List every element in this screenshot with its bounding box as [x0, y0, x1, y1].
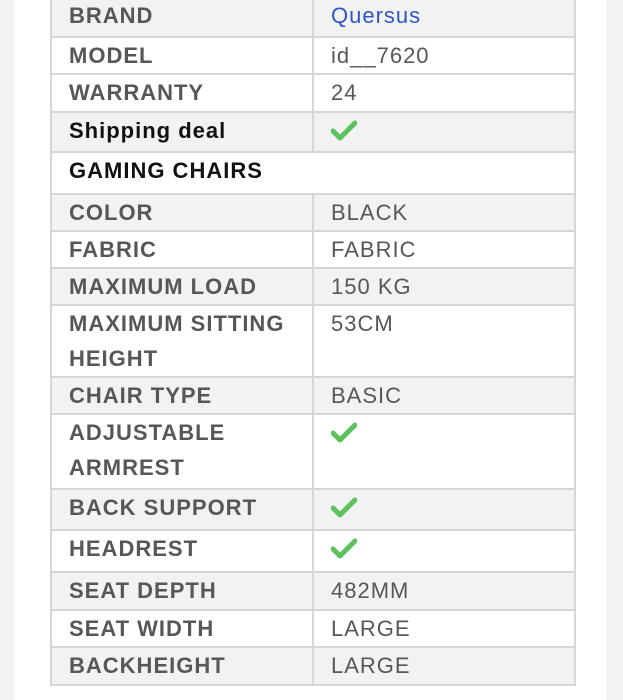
specifications-table	[50, 0, 576, 686]
brand-label: BRAND	[51, 0, 313, 37]
maximum-load-value: 150 KG	[313, 268, 575, 305]
backheight-value: LARGE	[313, 647, 575, 685]
backheight-label: BACKHEIGHT	[51, 647, 313, 685]
maximum-sitting-height-value: 53CM	[313, 305, 575, 377]
table-row-section-gaming-chairs	[51, 152, 575, 194]
check-icon	[331, 119, 357, 141]
seat-depth-label: SEAT DEPTH	[51, 572, 313, 610]
table-row-chair-type	[51, 377, 575, 414]
maximum-load-label: MAXIMUM LOAD	[51, 268, 313, 305]
maximum-sitting-height-label: MAXIMUM SITTING HEIGHT	[51, 305, 313, 377]
model-value: id__7620	[313, 37, 575, 74]
table-row-back-support	[51, 489, 575, 530]
table-row-adjustable-armrest	[51, 414, 575, 489]
fabric-label: FABRIC	[51, 231, 313, 268]
left-gutter	[0, 0, 14, 700]
back-support-label: BACK SUPPORT	[51, 489, 313, 530]
seat-width-value: LARGE	[313, 610, 575, 647]
table-row-fabric	[51, 231, 575, 268]
seat-width-label: SEAT WIDTH	[51, 610, 313, 647]
table-row-seat-depth	[51, 572, 575, 610]
headrest-value	[313, 530, 575, 572]
warranty-label: WARRANTY	[51, 74, 313, 112]
brand-link[interactable]: Quersus	[331, 3, 422, 28]
table-row-maximum-sitting-height	[51, 305, 575, 377]
check-icon	[331, 496, 357, 518]
seat-depth-value: 482MM	[313, 572, 575, 610]
table-row-maximum-load	[51, 268, 575, 305]
adjustable-armrest-label: ADJUSTABLE ARMREST	[51, 414, 313, 489]
check-icon	[331, 421, 357, 443]
chair-type-value: BASIC	[313, 377, 575, 414]
table-row-warranty	[51, 74, 575, 112]
model-label: MODEL	[51, 37, 313, 74]
fabric-value: FABRIC	[313, 231, 575, 268]
check-icon	[331, 537, 357, 559]
section-header-gaming-chairs: GAMING CHAIRS	[51, 152, 575, 194]
headrest-label: HEADREST	[51, 530, 313, 572]
table-row-headrest	[51, 530, 575, 572]
warranty-value: 24	[313, 74, 575, 112]
adjustable-armrest-value	[313, 414, 575, 489]
table-row-model	[51, 37, 575, 74]
color-value: BLACK	[313, 194, 575, 231]
table-row-shipping-deal	[51, 112, 575, 152]
brand-value[interactable]	[313, 0, 575, 37]
table-row-seat-width	[51, 610, 575, 647]
table-row-color	[51, 194, 575, 231]
back-support-value	[313, 489, 575, 530]
right-gutter	[606, 0, 623, 700]
table-row-brand	[51, 0, 575, 37]
color-label: COLOR	[51, 194, 313, 231]
shipping-deal-value	[313, 112, 575, 152]
shipping-deal-label: Shipping deal	[51, 112, 313, 152]
table-row-backheight	[51, 647, 575, 685]
chair-type-label: CHAIR TYPE	[51, 377, 313, 414]
